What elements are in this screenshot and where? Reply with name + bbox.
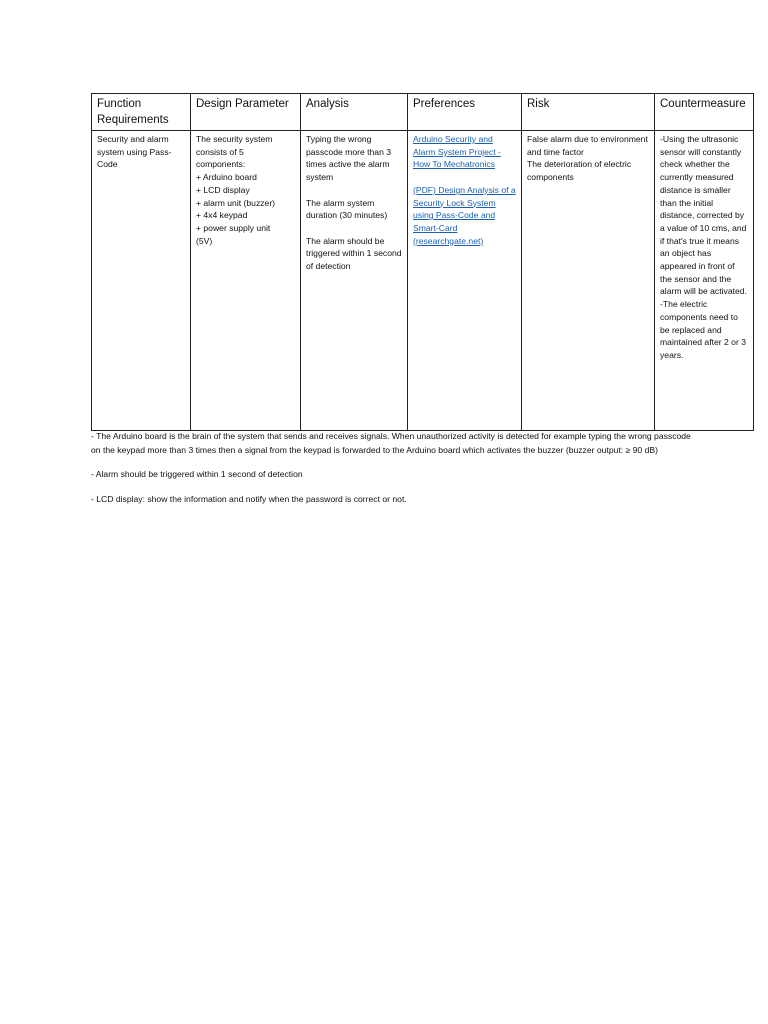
note-alarm-trigger: - Alarm should be triggered within 1 second of detection <box>91 469 303 479</box>
cell-design-parameter <box>191 131 301 431</box>
cell-function-requirements <box>92 131 191 431</box>
cell-risk <box>522 131 655 431</box>
countermeasure-paragraph: -Using the ultrasonic sensor will constantly check whether the currently measured distance is smaller than the initial distance, corrected by a value of 10 cms, and if that's true it means an object has appeared in front of the sensor and the alarm will be activated. <box>660 134 747 297</box>
design-line: The security system <box>196 134 273 144</box>
cell-countermeasure <box>655 131 754 431</box>
header-countermeasure: Countermeasure <box>655 94 754 131</box>
paragraph-gap <box>306 184 402 197</box>
reference-link-howtomechatronics[interactable]: Arduino Security and Alarm System Project - How To Mechatronics <box>413 134 501 170</box>
header-analysis: Analysis <box>301 94 408 131</box>
header-function-requirements: Function Requirements <box>92 94 191 131</box>
cell-preferences <box>408 131 522 431</box>
design-line: components: <box>196 159 246 170</box>
design-line: + alarm unit (buzzer) <box>196 197 276 208</box>
cell-analysis <box>301 131 408 431</box>
risk-line: The deterioration of electric components <box>527 159 632 183</box>
countermeasure-paragraph: -The electric components need to be replaced and maintained after 2 or 3 years. <box>660 299 746 360</box>
design-line: + power supply unit <box>196 222 271 233</box>
design-line: + 4x4 keypad <box>196 210 248 221</box>
analysis-paragraph: The alarm system duration (30 minutes) <box>306 197 388 221</box>
design-line: (5V) <box>196 235 213 246</box>
paragraph-gap <box>306 222 402 235</box>
note-arduino-board: - The Arduino board is the brain of the system that sends and receives signals. When unauthorized activity is detected for example typing the wrong passcode on the keypad more than 3 times then a signal from the keypad is forwarded to the Arduino board which activates the buzzer (buzzer output: ≥ 90 dB) <box>91 431 691 455</box>
note-lcd-display: - LCD display: show the information and notify when the password is correct or not. <box>91 493 407 504</box>
header-risk: Risk <box>522 94 655 131</box>
reference-link-researchgate[interactable]: (PDF) Design Analysis of a Security Lock System using Pass-Code and Smart-Card (researchgate.net) <box>413 184 516 246</box>
notes-section <box>91 430 691 506</box>
header-preferences: Preferences <box>408 94 522 131</box>
analysis-paragraph: The alarm should be triggered within 1 second of detection <box>306 235 402 271</box>
design-line: + Arduino board <box>196 172 257 183</box>
header-design-parameter: Design Parameter <box>191 94 301 131</box>
function-text: Security and alarm system using Pass-Code <box>97 134 172 170</box>
table-header-row <box>92 94 754 131</box>
table-row <box>92 131 754 431</box>
analysis-paragraph: Typing the wrong passcode more than 3 times active the alarm system <box>306 134 392 183</box>
design-line: + LCD display <box>196 184 250 195</box>
paragraph-gap <box>413 171 516 184</box>
requirements-table <box>91 93 754 431</box>
design-line: consists of 5 <box>196 146 244 157</box>
risk-line: False alarm due to environment and time factor <box>527 134 648 157</box>
